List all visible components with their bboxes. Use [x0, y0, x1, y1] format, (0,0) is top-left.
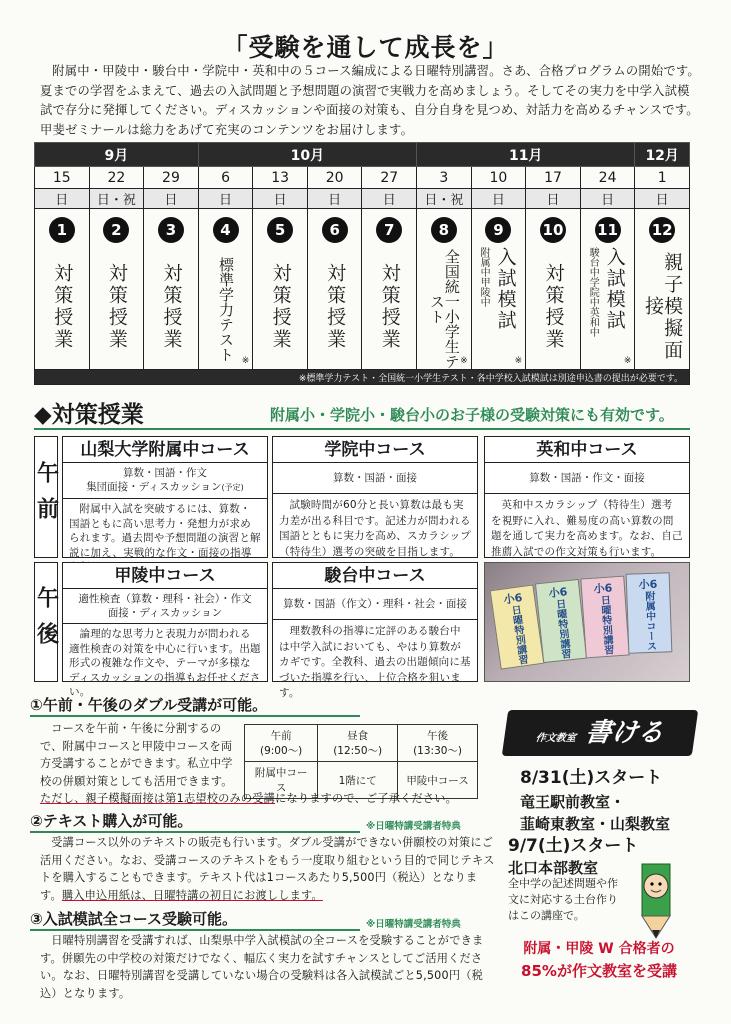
section-heading: ◆対策授業 — [34, 401, 144, 428]
schedule-day: 日 — [307, 189, 362, 209]
promo-classroom-2: 韮崎東教室・山梨教室 — [520, 815, 671, 833]
event-number-badge: 10 — [540, 217, 566, 243]
schedule-date: 10 — [471, 167, 526, 189]
event-label: 対策授業 — [324, 263, 347, 351]
schedule-event — [417, 209, 472, 370]
event-number-badge: 7 — [376, 217, 402, 243]
page-title: 「受験を通して成長を」 — [222, 33, 509, 62]
schedule-event — [253, 209, 308, 370]
course-card-gakuin — [272, 436, 478, 558]
schedule-day: 日 — [471, 189, 526, 209]
schedule-date: 24 — [580, 167, 635, 189]
event-number-badge: 8 — [431, 217, 457, 243]
asterisk-mark: ※ — [241, 356, 250, 366]
pm-label: 午後 — [34, 562, 58, 682]
month-header: 10月 — [198, 143, 416, 167]
schedule-event — [89, 209, 144, 370]
schedule-note: ※標準学力テスト・全国統一小学生テスト・各中学校入試模試は別途申込書の提出が必要です。 — [35, 370, 690, 385]
benefit-1-text: コースを午前・午後に分割するので、附属中コースと甲陵中コースを両方受講することができます。私立中学校の併願対策としても活用できます。 — [40, 722, 233, 788]
schedule-day-table: 午前(9:00〜) 昼食(12:50〜) 午後(13:30〜) 附属中コース 1階にて 甲陵中コース — [244, 724, 478, 799]
event-label: 対策授業 — [105, 263, 128, 351]
benefit-2-text: 受講コース以外のテキストの販売も行います。ダブル受講ができない併願校の対策にご活用ください。なお、受講コースのテキストをもう一度取り組むという目的で同じテキストを購入することもできます。テキスト代は1コースあたり5,500円（税込）となります。購入申込用紙は、日曜特講の初日にお渡しします。 — [40, 836, 495, 902]
promo-description: 全中学の記述問題や作文に対応する土台作りはこの講座で。 — [508, 877, 618, 922]
course-card-koryo — [62, 562, 268, 698]
promo-start-1: 8/31(土)スタート — [520, 768, 663, 788]
schedule-date: 6 — [198, 167, 253, 189]
course-description: 附属中入試を突破するには、算数・国語ともに高い思考力・発想力が求められます。過去問や予想問題の演習と解説に加え、実戦的な作文・面接の指導 — [69, 503, 261, 559]
course-card-fuzoku — [62, 436, 268, 558]
am-label: 午前 — [34, 436, 58, 558]
course-card-eiwa — [484, 436, 690, 558]
benefit-3-text: 日曜特別講習を受講すれば、山梨県中学入試模試の全コースを受験することができます。併願先の中学校の対策だけでなく、幅広く実力を試すチャンスとしてご活用ください。なお、日曜特別講習を受講していない場合の受験料は各入試模試ごと5,500円（税込）となります。 — [40, 934, 484, 1000]
schedule-table — [34, 142, 690, 385]
schedule-date: 3 — [417, 167, 472, 189]
course-name: 甲陵中コース — [63, 563, 267, 589]
schedule-day: 日 — [198, 189, 253, 209]
course-description: 英和中スカラシップ（特待生）選考を視野に入れ、難易度の高い算数の問題を通して実力を高めます。なお、自己推薦入試での作文対策も行います。 — [491, 499, 683, 558]
event-label: 対策授業 — [51, 263, 74, 351]
textbook-photo — [484, 562, 690, 682]
textbook-image: 小6 附属中コース — [626, 572, 673, 653]
event-label: 全国統一小学生テスト — [427, 249, 461, 369]
promo-classroom-3: 北口本部教室 — [508, 859, 599, 877]
schedule-date: 15 — [35, 167, 90, 189]
textbook-image: 小6 日曜特別講習 — [580, 576, 629, 659]
schedule-event — [580, 209, 635, 370]
event-number-badge: 6 — [322, 217, 348, 243]
asterisk-mark: ※ — [514, 356, 523, 366]
course-card-sundai — [272, 562, 478, 699]
event-label: 入試模試 — [494, 247, 517, 331]
schedule-event — [144, 209, 199, 370]
course-description: 試験時間が60分と長い算数は最も実力差が出る科目です。記述力が問われる国語とともに実力を高め、スカラシップ（特待生）選考の突破を目指します。 — [279, 499, 471, 558]
event-sub-label: 駿台中学院中英和中 — [587, 247, 599, 337]
schedule-event — [198, 209, 253, 370]
schedule-day: 日 — [526, 189, 581, 209]
pencil-mascot-icon — [628, 860, 684, 940]
promo-highlight: 附属・甲陵 W 合格者の 85%が作文教室を受講 — [521, 941, 677, 980]
promo-title: 作文教室 書ける — [502, 710, 698, 756]
schedule-day: 日 — [144, 189, 199, 209]
benefit-1-note: ただし、親子模擬面接は第1志望校のみの受講になりますので、ご了承ください。 — [40, 792, 458, 805]
schedule-event — [307, 209, 362, 370]
schedule-event — [471, 209, 526, 370]
course-description: 論理的な思考力と表現力が問われる適性検査の対策を中心に行います。出題形式の複雑な作文や、テーマが多様なディスカッションの指導もお任せください。 — [69, 628, 261, 698]
schedule-day: 日 — [635, 189, 690, 209]
benefit-3-heading: ③入試模試全コース受験可能。 — [30, 908, 360, 931]
schedule-date: 27 — [362, 167, 417, 189]
section-note: 附属小・学院小・駿台小のお子様の受験対策にも有効です。 — [270, 406, 674, 424]
benefit-1-heading: ①午前・午後のダブル受講が可能。 — [30, 694, 360, 717]
course-subjects: 算数・国語（作文）・理科・社会・面接 — [273, 589, 477, 620]
asterisk-mark: ※ — [623, 356, 632, 366]
intro-paragraph: 附属中・甲陵中・駿台中・学院中・英和中の５コース編成による日曜特別講習。さあ、合格プログラムの開始です。夏までの学習をふまえて、過去の入試問題と予想問題の演習で実戦力を高めましょう。そしてその実力を中学入試模試で存分に発揮してください。ディスカッションや面接の対策も、自分自身を見つめ、対話力を高めるチャンスです。甲斐ゼミナールは総力をあげて充実のコンテンツをお届けします。 — [40, 64, 700, 137]
schedule-date: 20 — [307, 167, 362, 189]
event-number-badge: 11 — [595, 217, 621, 243]
event-sub-label: 附属中甲陵中 — [478, 247, 490, 307]
course-subjects: 適性検査（算数・理科・社会）・作文 面接・ディスカッション — [63, 589, 267, 624]
schedule-date: 29 — [144, 167, 199, 189]
promo-classroom-1: 竜王駅前教室・ — [520, 793, 626, 811]
course-subjects: 算数・国語・面接 — [273, 463, 477, 494]
schedule-day: 日 — [580, 189, 635, 209]
schedule-day: 日 — [35, 189, 90, 209]
month-header: 9月 — [35, 143, 199, 167]
promo-start-2: 9/7(土)スタート — [508, 836, 639, 856]
schedule-event — [526, 209, 581, 370]
course-name: 学院中コース — [273, 437, 477, 463]
asterisk-mark: ※ — [460, 356, 468, 366]
course-name: 山梨大学附属中コース — [63, 437, 267, 463]
course-subjects: 算数・国語・作文 集団面接・ディスカッション(予定) — [63, 463, 267, 499]
course-subjects: 算数・国語・作文・面接 — [485, 463, 689, 494]
schedule-date: 13 — [253, 167, 308, 189]
event-number-badge: 2 — [103, 217, 129, 243]
course-name: 英和中コース — [485, 437, 689, 463]
event-number-badge: 3 — [158, 217, 184, 243]
event-number-badge: 12 — [649, 217, 675, 243]
schedule-event — [362, 209, 417, 370]
schedule-date: 1 — [635, 167, 690, 189]
schedule-event — [635, 209, 690, 370]
benefit-2-tag: ※日曜特講受講者特典 — [366, 821, 461, 832]
course-name: 駿台中コース — [273, 563, 477, 589]
event-number-badge: 5 — [267, 217, 293, 243]
course-description: 理数教科の指導に定評のある駿台中は中学入試においても、やはり算数がカギです。全教科、過去の出題傾向に基づいた指導を行い、上位合格を狙います。 — [279, 625, 471, 699]
event-number-badge: 9 — [485, 217, 511, 243]
schedule-date: 22 — [89, 167, 144, 189]
textbook-image: 小6 日曜特別講習 — [535, 579, 587, 663]
schedule-day: 日・祝 — [417, 189, 472, 209]
event-label: 親子模擬面接 — [642, 252, 684, 362]
event-label: 対策授業 — [542, 263, 565, 351]
divider — [34, 428, 690, 430]
schedule-day: 日 — [253, 189, 308, 209]
event-label: 対策授業 — [160, 263, 183, 351]
schedule-day: 日・祝 — [89, 189, 144, 209]
benefit-3-tag: ※日曜特講受講者特典 — [366, 919, 461, 930]
event-label: 入試模試 — [603, 247, 626, 331]
month-header: 11月 — [417, 143, 635, 167]
schedule-day: 日 — [362, 189, 417, 209]
event-label: 対策授業 — [269, 263, 292, 351]
schedule-event — [35, 209, 90, 370]
event-label: 対策授業 — [378, 263, 401, 351]
month-header: 12月 — [635, 143, 690, 167]
event-number-badge: 4 — [213, 217, 239, 243]
schedule-date: 17 — [526, 167, 581, 189]
event-number-badge: 1 — [49, 217, 75, 243]
benefit-2-heading: ②テキスト購入が可能。 — [30, 810, 360, 833]
event-label: 標準学力テスト — [217, 256, 236, 362]
textbook-image: 小6 日曜特別講習 — [490, 584, 545, 669]
